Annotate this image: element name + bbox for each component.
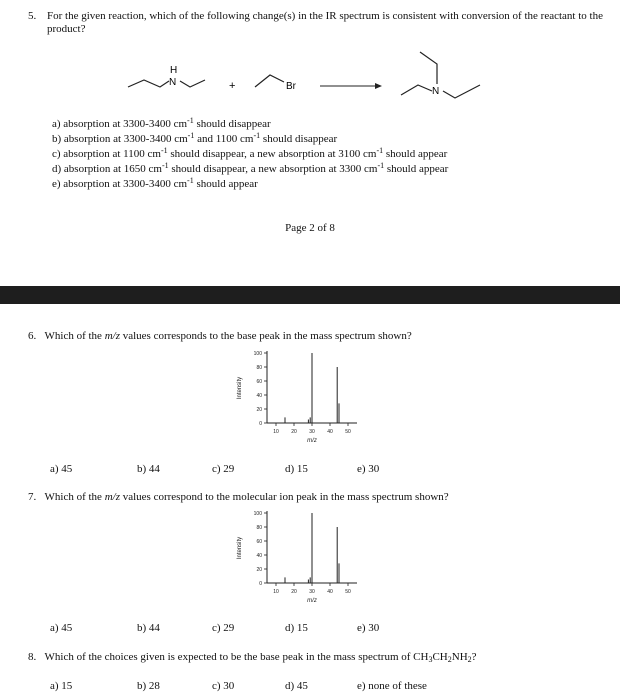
answer-7e[interactable]: e) 30 [357, 622, 380, 634]
y-tick-label: 0 [259, 421, 262, 427]
question-7-text: 7. Which of the m/z values correspond to the molecular ion peak in the mass spectrum shown? [28, 491, 449, 503]
answer-8a[interactable]: a) 15 [50, 680, 73, 692]
x-tick-label: 40 [327, 429, 333, 435]
question-8-text: 8. Which of the choices given is expected to be the base peak in the mass spectrum of $CH_3CH_2NH_2$? [28, 651, 477, 664]
question-5-choices [52, 117, 448, 192]
x-tick-label: 50 [345, 429, 351, 435]
y-axis-label: Intensity [237, 376, 243, 400]
x-tick-label: 40 [327, 589, 333, 595]
answer-8e[interactable]: e) none of these [357, 680, 427, 692]
atom-br: Br [286, 81, 296, 92]
reaction-scheme [0, 0, 620, 115]
x-tick-label: 10 [273, 589, 279, 595]
page-separator-bar [0, 286, 620, 304]
answer-6d[interactable]: d) 15 [285, 463, 308, 475]
atom-n-product: N [432, 86, 440, 97]
question-5-number: 5. [28, 10, 37, 22]
choice-5d[interactable]: d) absorption at 1650 $cm^{-1}$ should disappear, a new absorption at 3300 $cm^{-1}$ should appear [52, 161, 449, 175]
atom-n: N [169, 77, 177, 88]
answer-6a[interactable]: a) 45 [50, 463, 73, 475]
atom-h: H [170, 65, 178, 76]
answer-6e[interactable]: e) 30 [357, 463, 380, 475]
reaction-arrow-head [375, 83, 382, 89]
x-tick-label: 20 [291, 589, 297, 595]
mass-spectrum-chart-q7 [225, 505, 365, 615]
y-tick-label: 80 [256, 525, 262, 531]
y-tick-label: 20 [256, 567, 262, 573]
mass-spectrum-chart-q6 [225, 345, 365, 455]
answer-8c[interactable]: c) 30 [212, 680, 235, 692]
triethylamine-structure-right [443, 85, 480, 98]
y-tick-label: 40 [256, 553, 262, 559]
y-tick-label: 0 [259, 581, 262, 587]
answer-8b[interactable]: b) 28 [137, 680, 160, 692]
y-tick-label: 80 [256, 365, 262, 371]
x-tick-label: 50 [345, 589, 351, 595]
x-tick-label: 30 [309, 429, 315, 435]
y-tick-label: 60 [256, 539, 262, 545]
choice-5a[interactable]: a) absorption at 3300-3400 $cm^{-1}$ should disappear [52, 116, 271, 130]
triethylamine-structure [401, 85, 432, 95]
answer-7b[interactable]: b) 44 [137, 622, 160, 634]
triethylamine-structure-up [420, 52, 437, 84]
plus-sign: + [229, 80, 236, 92]
diethylamine-structure-right [180, 80, 205, 87]
answer-7a[interactable]: a) 45 [50, 622, 73, 634]
bromoethane-structure [255, 75, 284, 87]
y-tick-label: 60 [256, 379, 262, 385]
answer-6c[interactable]: c) 29 [212, 463, 235, 475]
question-6-text: 6. Which of the m/z values corresponds to the base peak in the mass spectrum shown? [28, 330, 412, 342]
y-tick-label: 100 [253, 351, 262, 357]
x-tick-label: 20 [291, 429, 297, 435]
question-5-text: For the given reaction, which of the following change(s) in the IR spectrum is consistent with conversion of the reactant to the product? [47, 10, 603, 35]
diethylamine-structure [128, 80, 169, 87]
y-tick-label: 100 [253, 511, 262, 517]
answer-8d[interactable]: d) 45 [285, 680, 308, 692]
choice-5c[interactable]: c) absorption at 1100 $cm^{-1}$ should disappear, a new absorption at 3100 $cm^{-1}$ should appear [52, 146, 448, 160]
answer-6b[interactable]: b) 44 [137, 463, 160, 475]
answer-7c[interactable]: c) 29 [212, 622, 235, 634]
x-tick-label: 30 [309, 589, 315, 595]
choice-5e[interactable]: e) absorption at 3300-3400 $cm^{-1}$ should appear [52, 176, 258, 190]
answer-7d[interactable]: d) 15 [285, 622, 308, 634]
y-tick-label: 40 [256, 393, 262, 399]
y-axis-label: Intensity [237, 536, 243, 560]
choice-5b[interactable]: b) absorption at 3300-3400 $cm^{-1}$ and 1100 $cm^{-1}$ should disappear [52, 131, 338, 145]
page-number: Page 2 of 8 [285, 222, 335, 234]
x-tick-label: 10 [273, 429, 279, 435]
x-axis-label: m/z [307, 438, 317, 444]
x-axis-label: m/z [307, 598, 317, 604]
y-tick-label: 20 [256, 407, 262, 413]
